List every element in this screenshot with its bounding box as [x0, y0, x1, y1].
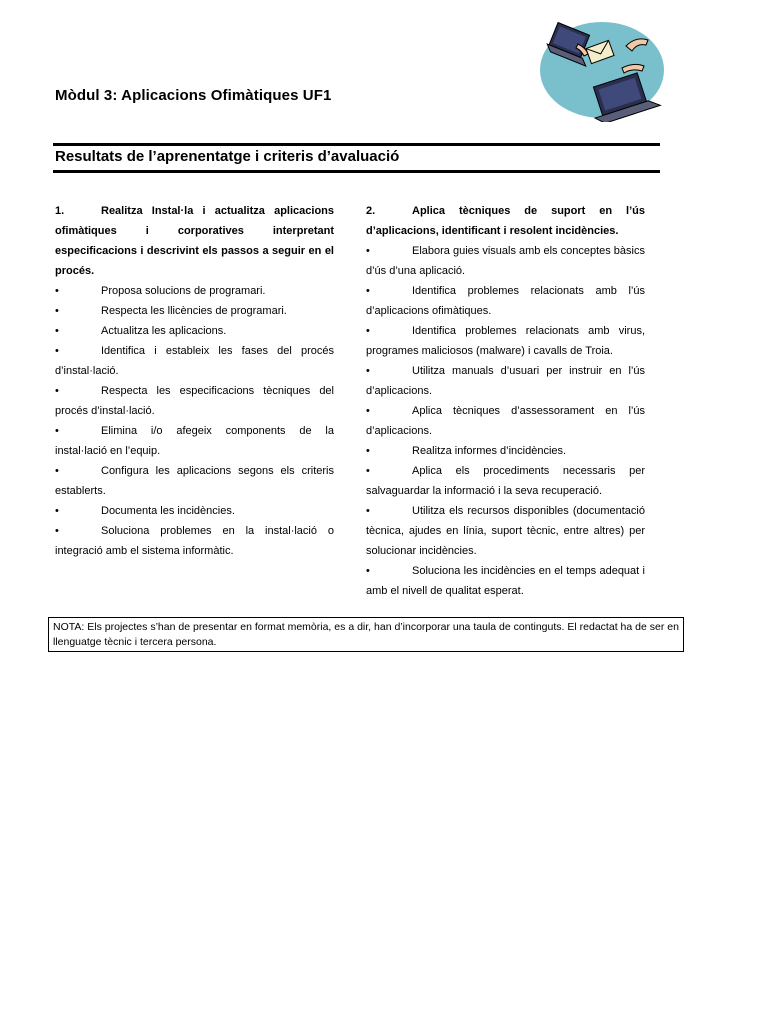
criteria-text: Identifica i estableix les fases del procés d’instal·lació. [55, 345, 334, 377]
bullet-icon: • [366, 505, 370, 517]
outcome-heading-text: Realitza Instal·la i actualitza aplicacions ofimàtiques i corporatives interpretant especificacions i descrivint els passos a seguir en el procés. [55, 205, 334, 277]
criteria-item [55, 381, 334, 421]
bullet-icon: • [55, 425, 59, 437]
bullet-icon: • [55, 285, 59, 297]
note-box: NOTA: Els projectes s’han de presentar en format memòria, es a dir, han d’incorporar una taula de continguts. El redactat ha de ser en llenguatge tècnic i tercera persona. [48, 617, 684, 652]
bullet-icon: • [55, 525, 59, 537]
criteria-text: Elimina i/o afegeix components de la instal·lació en l’equip. [55, 425, 334, 457]
criteria-text: Proposa solucions de programari. [101, 285, 266, 297]
bullet-icon: • [55, 385, 59, 397]
criteria-item [366, 501, 645, 561]
section-rule-top [53, 143, 660, 146]
criteria-item [366, 361, 645, 401]
criteria-item [366, 561, 645, 601]
module-title: Mòdul 3: Aplicacions Ofimàtiques UF1 [55, 87, 332, 104]
outcome-heading-text: Aplica tècniques de suport en l’ús d’aplicacions, identificant i resolent incidències. [366, 205, 645, 237]
bullet-icon: • [366, 245, 370, 257]
outcome-number: 1. [55, 205, 65, 217]
criteria-item [55, 421, 334, 461]
bullet-icon: • [55, 465, 59, 477]
outcome-heading [366, 201, 645, 241]
criteria-item [55, 521, 334, 561]
bullet-icon: • [366, 285, 370, 297]
bullet-icon: • [55, 305, 59, 317]
learning-outcome-2 [366, 201, 645, 601]
laptops-exchanging-mail-icon [538, 18, 668, 122]
criteria-text: Soluciona les incidències en el temps adequat i amb el nivell de qualitat esperat. [366, 565, 645, 597]
learning-outcome-1 [55, 201, 334, 561]
criteria-item [55, 341, 334, 381]
bullet-icon: • [366, 465, 370, 477]
criteria-text: Identifica problemes relacionats amb l’ús d’aplicacions ofimàtiques. [366, 285, 645, 317]
criteria-item [55, 301, 334, 321]
bullet-icon: • [366, 445, 370, 457]
criteria-text: Respecta les especificacions tècniques del procés d’instal·lació. [55, 385, 334, 417]
bullet-icon: • [366, 405, 370, 417]
section-title: Resultats de l’aprenentatge i criteris d’avaluació [55, 148, 400, 165]
criteria-item [366, 241, 645, 281]
criteria-text: Configura les aplicacions segons els criteris establerts. [55, 465, 334, 497]
outcome-number: 2. [366, 205, 376, 217]
criteria-item [55, 461, 334, 501]
criteria-text: Soluciona problemes en la instal·lació o integració amb el sistema informàtic. [55, 525, 334, 557]
bullet-icon: • [55, 325, 59, 337]
criteria-item [366, 281, 645, 321]
criteria-item [55, 321, 334, 341]
bullet-icon: • [55, 505, 59, 517]
criteria-text: Respecta les llicències de programari. [101, 305, 287, 317]
bullet-icon: • [366, 365, 370, 377]
criteria-item [366, 441, 645, 461]
criteria-item [366, 321, 645, 361]
criteria-text: Actualitza les aplicacions. [101, 325, 227, 337]
criteria-text: Documenta les incidències. [101, 505, 235, 517]
criteria-text: Utilitza manuals d’usuari per instruir en l’ús d’aplicacions. [366, 365, 645, 397]
criteria-text: Utilitza els recursos disponibles (documentació tècnica, ajudes en línia, suport tècnic, entre altres) per solucionar incidències. [366, 505, 645, 557]
outcome-heading [55, 201, 334, 281]
bullet-icon: • [366, 565, 370, 577]
criteria-text: Aplica tècniques d’assessorament en l’ús d’aplicacions. [366, 405, 645, 437]
bullet-icon: • [55, 345, 59, 357]
bullet-icon: • [366, 325, 370, 337]
criteria-text: Elabora guies visuals amb els conceptes bàsics d’ús d’una aplicació. [366, 245, 645, 277]
criteria-item [55, 281, 334, 301]
criteria-text: Identifica problemes relacionats amb virus, programes maliciosos (malware) i cavalls de Troia. [366, 325, 645, 357]
criteria-item [366, 461, 645, 501]
criteria-item [55, 501, 334, 521]
section-rule-bottom [53, 170, 660, 173]
criteria-item [366, 401, 645, 441]
criteria-text: Aplica els procediments necessaris per salvaguardar la informació i la seva recuperació. [366, 465, 645, 497]
criteria-text: Realitza informes d’incidències. [412, 445, 567, 457]
